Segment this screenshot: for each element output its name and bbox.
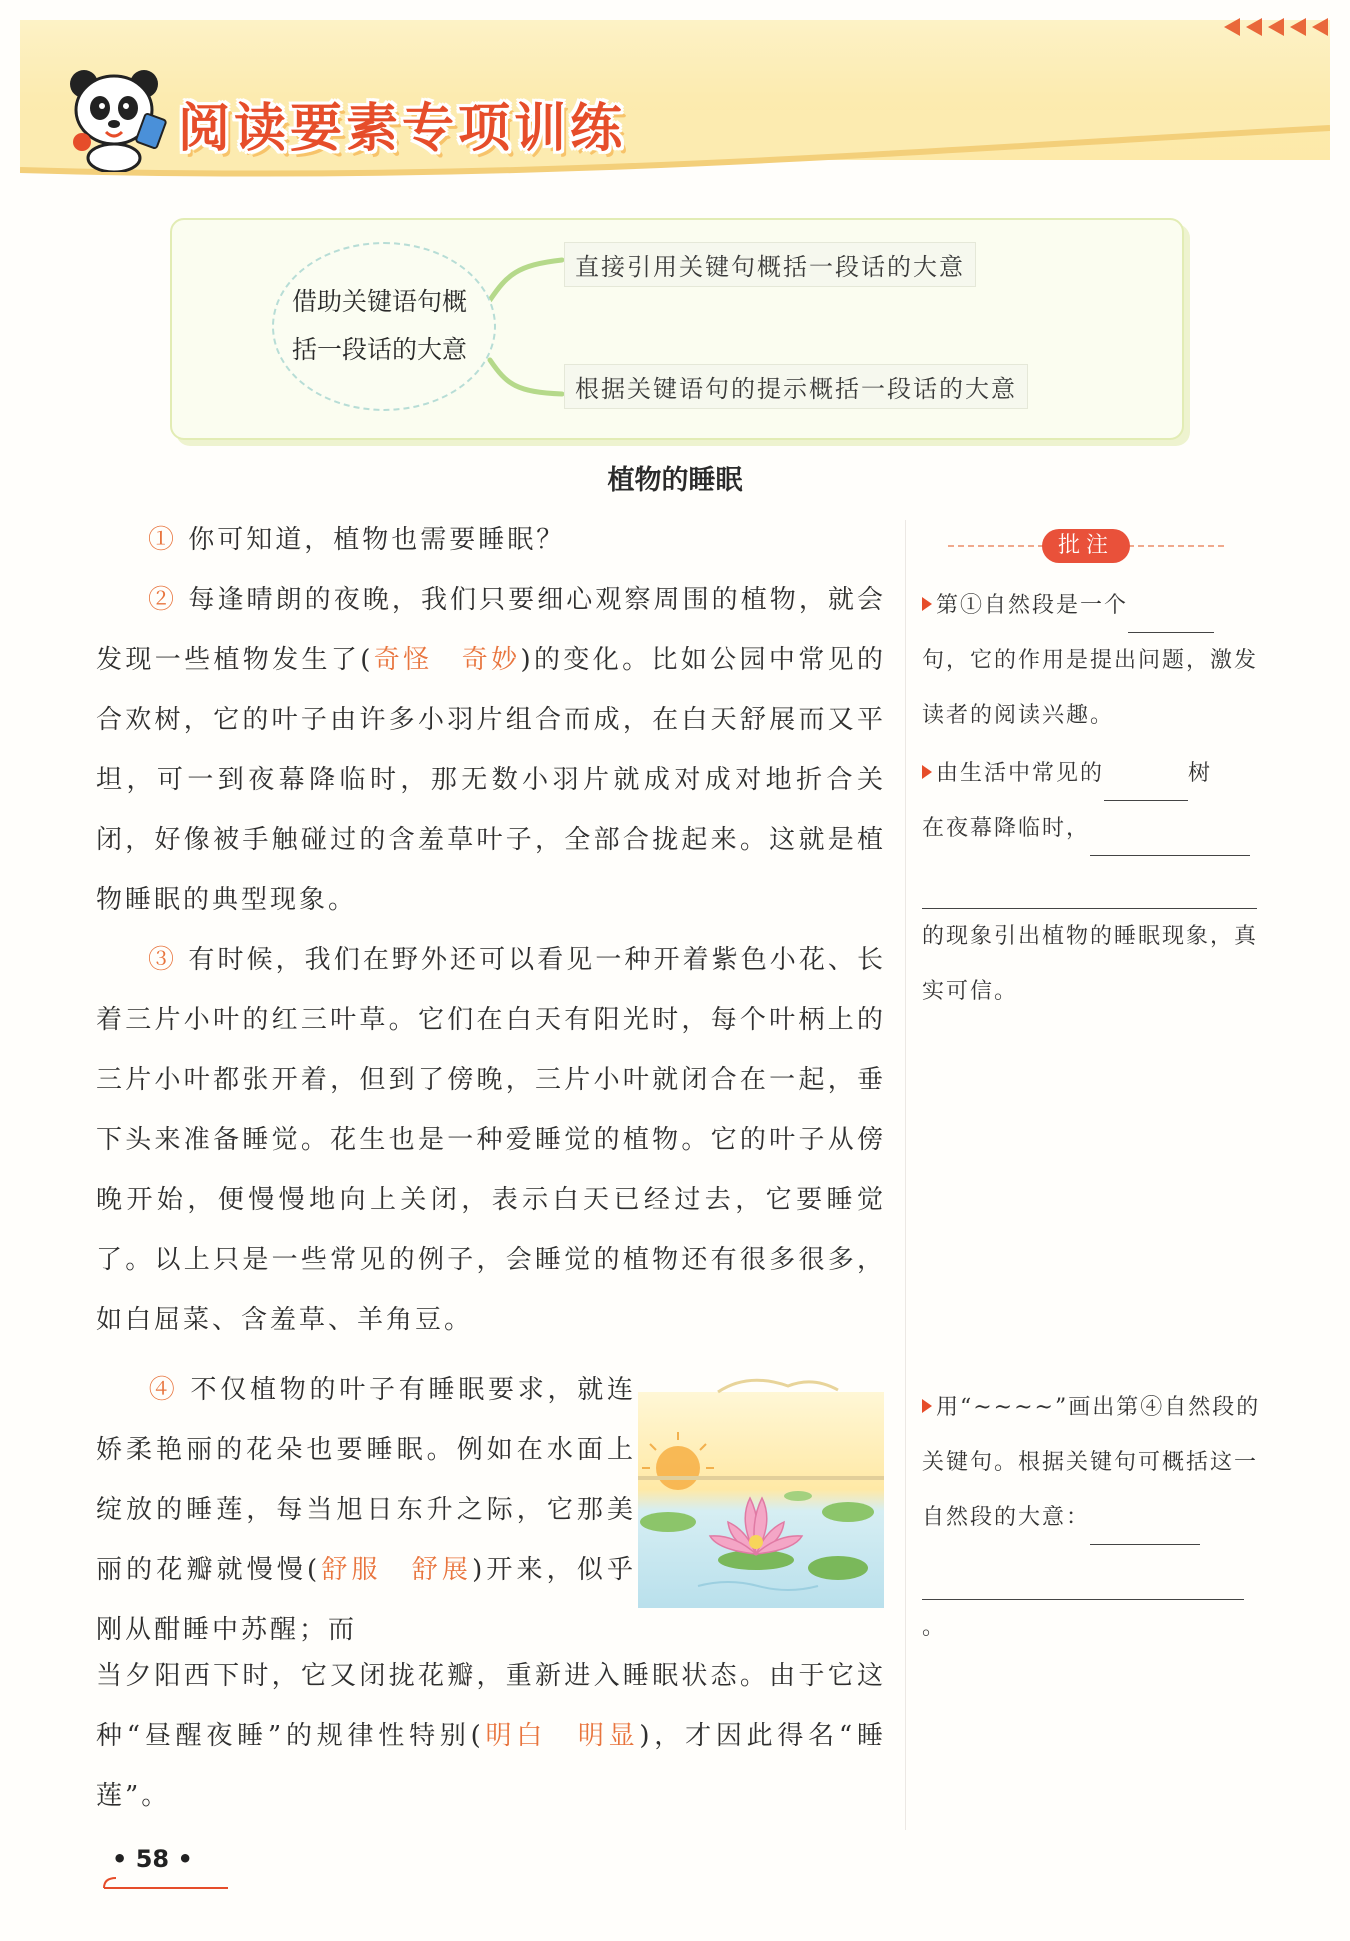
answer-blank[interactable] — [1128, 606, 1214, 633]
paragraph-number: ① — [148, 525, 178, 555]
answer-blank[interactable] — [922, 1573, 1244, 1600]
note-2 — [922, 746, 1262, 1019]
note-text: ”画出第④自然段的关键句。根据关键句可概括这一自然段的大意： — [922, 1395, 1261, 1530]
paragraph-4 — [96, 1360, 636, 1660]
paragraph-1 — [96, 510, 886, 570]
page-number: • 58 • — [112, 1845, 193, 1873]
mindmap-branch-bottom: 根据关键语句的提示概括一段话的大意 — [564, 364, 1028, 409]
answer-blank[interactable] — [1104, 774, 1188, 801]
note-3 — [922, 1380, 1262, 1655]
note-text: 由生活中常见的 — [936, 761, 1105, 786]
paragraph-2 — [96, 570, 886, 930]
paragraph-text: 你可知道，植物也需要睡眠？ — [177, 525, 566, 555]
lotus-illustration — [638, 1372, 884, 1608]
note-1 — [922, 578, 1262, 743]
word-choice[interactable]: 奇怪 奇妙 — [373, 645, 521, 675]
triangle-bullet-icon — [922, 1399, 932, 1413]
paragraph-text: 不仅植物的叶子有睡眠要求，就连娇柔艳丽的花朵也要睡眠。例如在水面上绽放的睡莲，每当旭日东升之际，它那美丽的花瓣就慢慢( — [96, 1375, 636, 1585]
triangle-bullet-icon — [922, 597, 932, 611]
triangle-bullet-icon — [922, 765, 932, 779]
column-divider — [905, 520, 906, 1830]
notes-header — [948, 526, 1224, 566]
note-text: 树 — [1188, 761, 1213, 786]
word-choice[interactable]: 舒服 舒展 — [320, 1555, 473, 1585]
mindmap-center-line1: 借助关键语句概 — [292, 287, 468, 316]
mindmap-box — [170, 218, 1184, 440]
note-end: 。 — [922, 1615, 947, 1640]
note-text: 的现象引出植物的睡眠现象，真实可信。 — [922, 924, 1259, 1004]
note-text: 第①自然段是一个 — [936, 593, 1129, 618]
answer-blank[interactable] — [1090, 1518, 1200, 1545]
decorative-arrows — [1224, 18, 1328, 36]
panda-icon — [62, 62, 172, 172]
note-text: 用“ — [936, 1395, 974, 1420]
answer-blank[interactable] — [1090, 829, 1250, 856]
article-body — [96, 510, 886, 1350]
wavy-line-symbol: ~~~~ — [973, 1395, 1055, 1420]
note-text: 句，它的作用是提出问题，激发读者的阅读兴趣。 — [922, 648, 1259, 728]
paragraph-3 — [96, 930, 886, 1350]
mindmap-branch-top: 直接引用关键句概括一段话的大意 — [564, 242, 976, 287]
paragraph-text: 每逢晴朗的夜晚，我们只要细心观察周围的植物，就会发现一些植物发生了( — [96, 585, 886, 675]
paragraph-text: )的变化。比如公园中常见的合欢树，它的叶子由许多小羽片组合而成，在白天舒展而又平坦，可一到夜幕降临时，那无数小羽片就成对成对地折合关闭，好像被手触碰过的含羞草叶子，全部合拢起来。这就是植物睡眠的典型现象。 — [96, 645, 886, 915]
mindmap-center-text — [292, 278, 482, 374]
paragraph-number: ④ — [148, 1375, 179, 1405]
arrow-icon — [1224, 18, 1240, 36]
notes-header-pill: 批注 — [1042, 529, 1130, 563]
banner-title: 阅读要素专项训练 — [178, 99, 627, 159]
paragraph-text: )，才因此得名“睡莲”。 — [96, 1721, 886, 1811]
page-number-underline — [102, 1876, 230, 1890]
paragraph-text: 有时候，我们在野外还可以看见一种开着紫色小花、长着三片小叶的红三叶草。它们在白天有阳光时，每个叶柄上的三片小叶都张开着，但到了傍晚，三片小叶就闭合在一起，垂下头来准备睡觉。花生也是一种爱睡觉的植物。它的叶子从傍晚开始，便慢慢地向上关闭，表示白天已经过去，它要睡觉了。以上只是一些常见的例子，会睡觉的植物还有很多很多，如白屈菜、含羞草、羊角豆。 — [96, 945, 886, 1335]
paragraph-4-continued — [96, 1646, 886, 1826]
arrow-icon — [1290, 18, 1306, 36]
word-choice[interactable]: 明白 明显 — [483, 1721, 640, 1751]
arrow-icon — [1312, 18, 1328, 36]
paragraph-number: ③ — [148, 945, 178, 975]
answer-blank-line[interactable] — [922, 856, 1257, 909]
mindmap-center-line2: 括一段话的大意 — [292, 335, 468, 364]
paragraph-text: 当夕阳西下时，它又闭拢花瓣，重新进入睡眠状态。由于它这种“昼醒夜睡”的规律性特别( — [96, 1661, 886, 1751]
paragraph-text: )开来，似乎刚从酣睡中苏醒；而 — [96, 1555, 636, 1645]
arrow-icon — [1268, 18, 1284, 36]
note-text: 在夜幕降临时， — [922, 816, 1091, 841]
arrow-icon — [1246, 18, 1262, 36]
article-title: 植物的睡眠 — [607, 465, 743, 496]
paragraph-number: ② — [148, 585, 178, 615]
